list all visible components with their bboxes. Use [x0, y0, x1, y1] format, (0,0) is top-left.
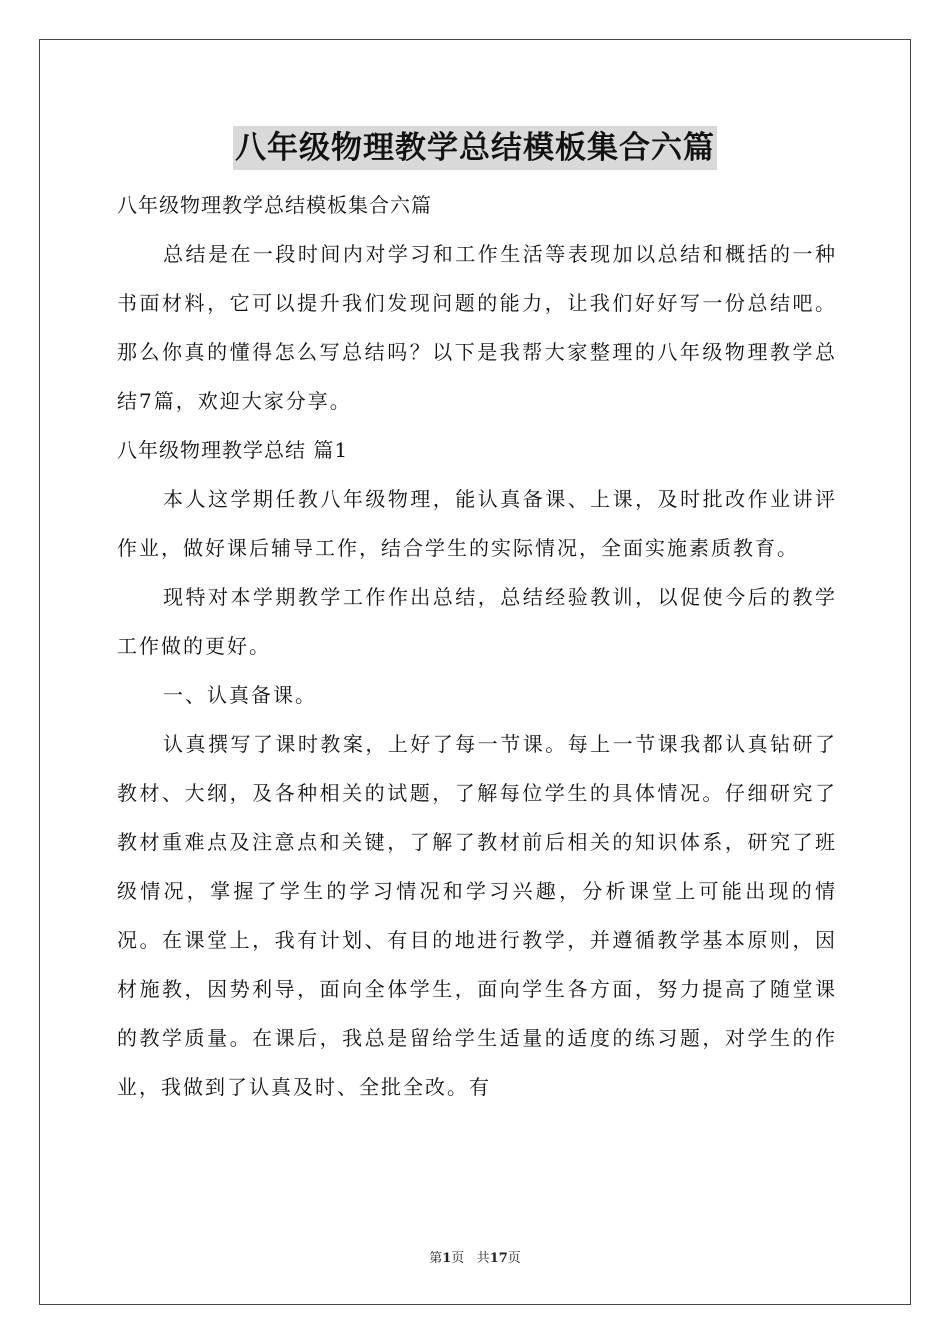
title-area — [0, 126, 950, 170]
page-prefix: 第 — [429, 1251, 443, 1266]
page-suffix: 页 — [451, 1251, 465, 1266]
page-footer — [0, 1247, 950, 1266]
intro-paragraph: 总结是在一段时间内对学习和工作生活等表现加以总结和概括的一种书面材料，它可以提升我们发现问题的能力，让我们好好写一份总结吧。那么你真的懂得怎么写总结吗？以下是我帮大家整理的八年级物理教学总结7篇，欢迎大家分享。 — [117, 242, 837, 413]
total-pages: 17 — [489, 1251, 508, 1266]
subtitle-paragraph: 八年级物理教学总结模板集合六篇 — [117, 193, 432, 217]
subsection-heading: 一、认真备课。 — [163, 683, 317, 707]
body-paragraph: 现特对本学期教学工作作出总结，总结经验教训，以促使今后的教学工作做的更好。 — [117, 585, 837, 658]
total-prefix: 共 — [476, 1251, 490, 1266]
body-paragraph: 认真撰写了课时教案，上好了每一节课。每上一节课我都认真钻研了教材、大纲，及各种相关的试题，了解每位学生的具体情况。仔细研究了教材重难点及注意点和关键，了解了教材前后相关的知识体系，研究了班级情况，掌握了学生的学习情况和学习兴趣，分析课堂上可能出现的情况。在课堂上，我有计划、有目的地进行教学，并遵循教学基本原则，因材施教，因势利导，面向全体学生，面向学生各方面，努力提高了随堂课的教学质量。在课后，我总是留给学生适量的适度的练习题，对学生的作业，我做到了认真及时、全批全改。有 — [117, 732, 837, 1099]
body-paragraph: 本人这学期任教八年级物理，能认真备课、上课，及时批改作业讲评作业，做好课后辅导工作，结合学生的实际情况，全面实施素质教育。 — [117, 487, 837, 560]
section-heading: 八年级物理教学总结 篇1 — [117, 438, 349, 462]
page-number: 1 — [442, 1251, 452, 1266]
document-body — [117, 181, 837, 1112]
total-suffix: 页 — [507, 1251, 521, 1266]
document-title: 八年级物理教学总结模板集合六篇 — [233, 126, 717, 170]
